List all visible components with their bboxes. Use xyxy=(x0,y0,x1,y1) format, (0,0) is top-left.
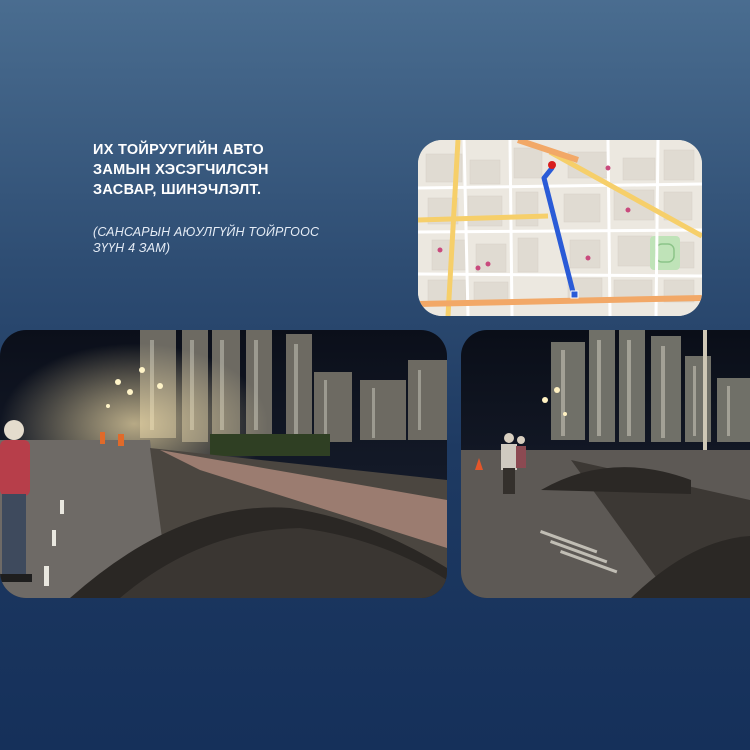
photo-right-graphic xyxy=(461,330,750,598)
route-map[interactable] xyxy=(418,140,702,316)
start-marker-icon xyxy=(548,161,556,169)
subtitle-text: (САНСАРЫН АЮУЛГҮЙН ТОЙРГООС ЗҮҮН 4 ЗАМ) xyxy=(93,225,320,255)
photo-road-repair-left[interactable] xyxy=(0,330,447,598)
photo-left-graphic xyxy=(0,330,447,598)
title-text: ИХ ТОЙРУУГИЙН АВТО ЗАМЫН ХЭСЭГЧИЛСЭН ЗАСВАР, ШИНЭЧЛЭЛТ. xyxy=(93,142,269,198)
map-graphic xyxy=(418,140,702,316)
photo-road-repair-right[interactable] xyxy=(461,330,750,598)
